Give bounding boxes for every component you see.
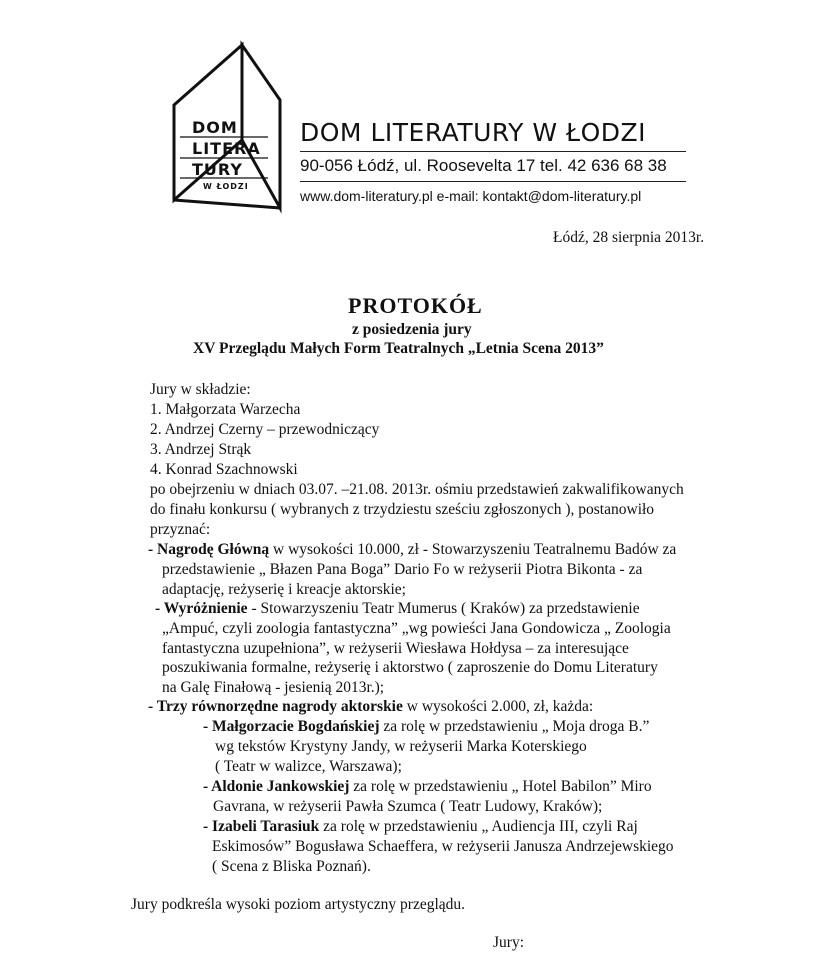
jury-member: 2. Andrzej Czerny – przewodniczący (150, 421, 380, 438)
logo-line-1: DOM (192, 118, 238, 137)
award-distinction-line: poszukiwania formalne, reżyserię i aktorstwo ( zaproszenie do Domu Literatury (162, 659, 658, 676)
logo-line-4: W ŁODZI (203, 182, 249, 191)
organization-address: 90-056 Łódź, ul. Roosevelta 17 tel. 42 636 68 38 (300, 156, 667, 175)
acting-recipient-name: - Aldonie Jankowskiej (203, 778, 350, 795)
acting-recipient-text: za rolę w przedstawieniu „ Hotel Babilon” Miro (349, 778, 652, 795)
award-acting-text: w wysokości 2.000, zł, każda: (402, 698, 594, 715)
award-distinction-line: na Galę Finałową - jesienią 2013r.); (162, 679, 385, 696)
logo-line-3: TURY (192, 160, 243, 179)
award-main-label: - Nagrodę Główną (148, 541, 270, 558)
acting-recipient-text: za rolę w przedstawieniu „ Moja droga B.” (379, 718, 650, 735)
acting-recipient-line: ( Teatr w walizce, Warszawa); (215, 758, 402, 775)
award-distinction-line: „Ampuć, czyli zoologia fantastyczna” „wg powieści Jana Gondowicza „ Zoologia (162, 620, 671, 637)
award-main-line (148, 540, 676, 559)
body-paragraph-line: do finału konkursu ( wybranych z trzydziestu sześciu zgłoszonych ), postanowiło (150, 501, 655, 518)
header-divider-bottom (300, 181, 686, 182)
organization-web-contact: www.dom-literatury.pl e-mail: kontakt@dom-literatury.pl (300, 188, 642, 204)
jury-member: 4. Konrad Szachnowski (150, 461, 298, 478)
acting-recipient-line (203, 717, 649, 736)
acting-recipient-line: wg tekstów Krystyny Jandy, w reżyserii Marka Koterskiego (215, 738, 587, 755)
award-acting-label: - Trzy równorzędne nagrody aktorskie (148, 698, 403, 715)
signature-label: Jury: (493, 934, 524, 951)
acting-recipient-line: ( Scena z Bliska Poznań). (212, 858, 371, 875)
body-paragraph-line: po obejrzeniu w dniach 03.07. –21.08. 2013r. ośmiu przedstawień zakwalifikowanych (150, 481, 684, 498)
jury-member: 3. Andrzej Strąk (150, 441, 252, 458)
acting-recipient-line (203, 817, 638, 836)
acting-recipient-name: - Izabeli Tarasiuk (203, 818, 320, 835)
document-title: PROTOKÓŁ (348, 293, 483, 318)
event-name: XV Przeglądu Małych Form Teatralnych „Letnia Scena 2013” (193, 340, 604, 357)
logo-line-2: LITERA (192, 139, 261, 158)
award-acting-line (148, 697, 593, 716)
document-date: Łódź, 28 sierpnia 2013r. (553, 229, 705, 246)
acting-recipient-name: - Małgorzacie Bogdańskiej (203, 718, 380, 735)
award-distinction-text: - Stowarzyszeniu Teatr Mumerus ( Kraków) za przedstawienie (247, 600, 640, 617)
organization-name: DOM LITERATURY W ŁODZI (300, 118, 647, 147)
jury-intro: Jury w składzie: (150, 381, 251, 398)
acting-recipient-line: Eskimosów” Bogusława Schaeffera, w reżyserii Janusza Andrzejewskiego (212, 838, 674, 855)
acting-recipient-line: Gavrana, w reżyserii Pawła Szumca ( Teatr Ludowy, Kraków); (213, 798, 603, 815)
jury-member: 1. Małgorzata Warzecha (150, 401, 301, 418)
acting-recipient-text: za rolę w przedstawieniu „ Audiencja III, czyli Raj (319, 818, 638, 835)
award-distinction-line: fantastyczna uzupełniona”, w reżyserii Wiesława Hołdysa – za interesujące (162, 640, 629, 657)
award-distinction-line (155, 599, 640, 618)
award-main-line: adaptację, reżyserię i kreacje aktorskie; (162, 581, 406, 598)
body-paragraph-line: przyznać: (150, 521, 211, 538)
acting-recipient-line (203, 777, 652, 796)
closing-statement: Jury podkreśla wysoki poziom artystyczny przeglądu. (131, 896, 466, 913)
award-main-line: przedstawienie „ Błazen Pana Boga” Dario Fo w reżyserii Piotra Bikonta - za (162, 561, 643, 578)
award-main-text: w wysokości 10.000, zł - Stowarzyszeniu Teatralnemu Badów za (269, 541, 677, 558)
document-subtitle: z posiedzenia jury (352, 321, 472, 338)
logo (170, 40, 290, 215)
award-distinction-label: - Wyróżnienie (155, 600, 248, 617)
header-divider-top (300, 151, 686, 152)
